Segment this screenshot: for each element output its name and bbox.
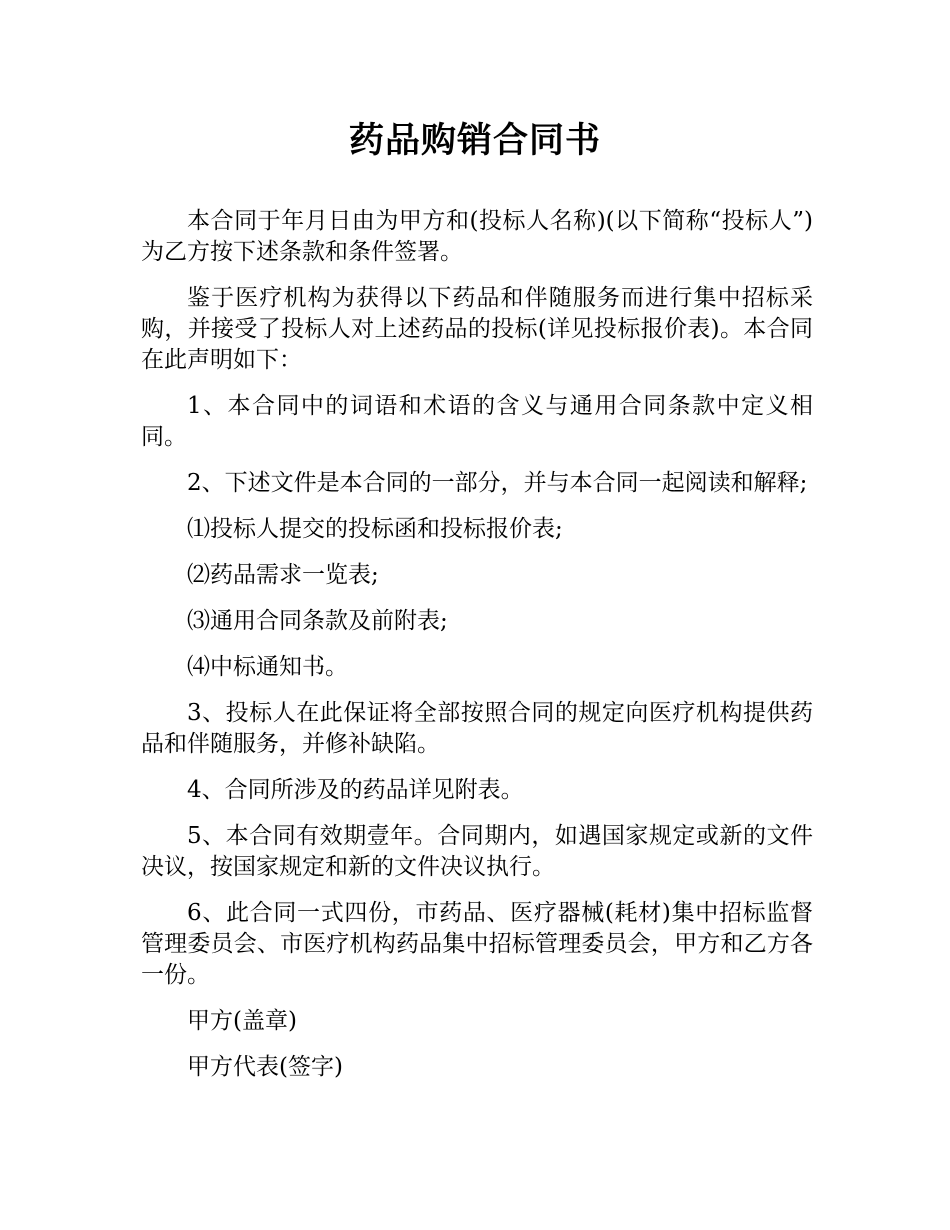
clause-2-item-3: ⑶通用合同条款及前附表;	[187, 608, 448, 634]
clause-4: 4、合同所涉及的药品详见附表。	[187, 777, 524, 803]
clause-5: 5、本合同有效期壹年。合同期内，如遇国家规定或新的文件决议，按国家规定和新的文件决议执行。	[141, 823, 813, 880]
paragraph-preamble: 本合同于年月日由为甲方和(投标人名称)(以下简称“投标人”)为乙方按下述条款和条件签署。	[141, 208, 813, 265]
party-a-seal-line: 甲方(盖章)	[187, 1008, 297, 1034]
clause-2: 2、下述文件是本合同的一部分，并与本合同一起阅读和解释;	[187, 470, 808, 496]
document-body	[141, 206, 813, 1098]
document-title: 药品购销合同书	[348, 121, 601, 161]
clause-2-item-1: ⑴投标人提交的投标函和投标报价表;	[187, 516, 563, 542]
clause-2-item-4: ⑷中标通知书。	[187, 654, 348, 680]
party-a-representative-line: 甲方代表(签字)	[187, 1054, 343, 1080]
clause-1: 1、本合同中的词语和术语的含义与通用合同条款中定义相同。	[141, 393, 813, 450]
clause-3: 3、投标人在此保证将全部按照合同的规定向医疗机构提供药品和伴随服务，并修补缺陷。	[141, 700, 813, 757]
clause-2-item-2: ⑵药品需求一览表;	[187, 562, 379, 588]
paragraph-whereas: 鉴于医疗机构为获得以下药品和伴随服务而进行集中招标采购，并接受了投标人对上述药品的投标(详见投标报价表)。本合同在此声明如下：	[141, 285, 813, 373]
clause-6: 6、此合同一式四份，市药品、医疗器械(耗材)集中招标监督管理委员会、市医疗机构药品集中招标管理委员会，甲方和乙方各一份。	[141, 900, 813, 988]
